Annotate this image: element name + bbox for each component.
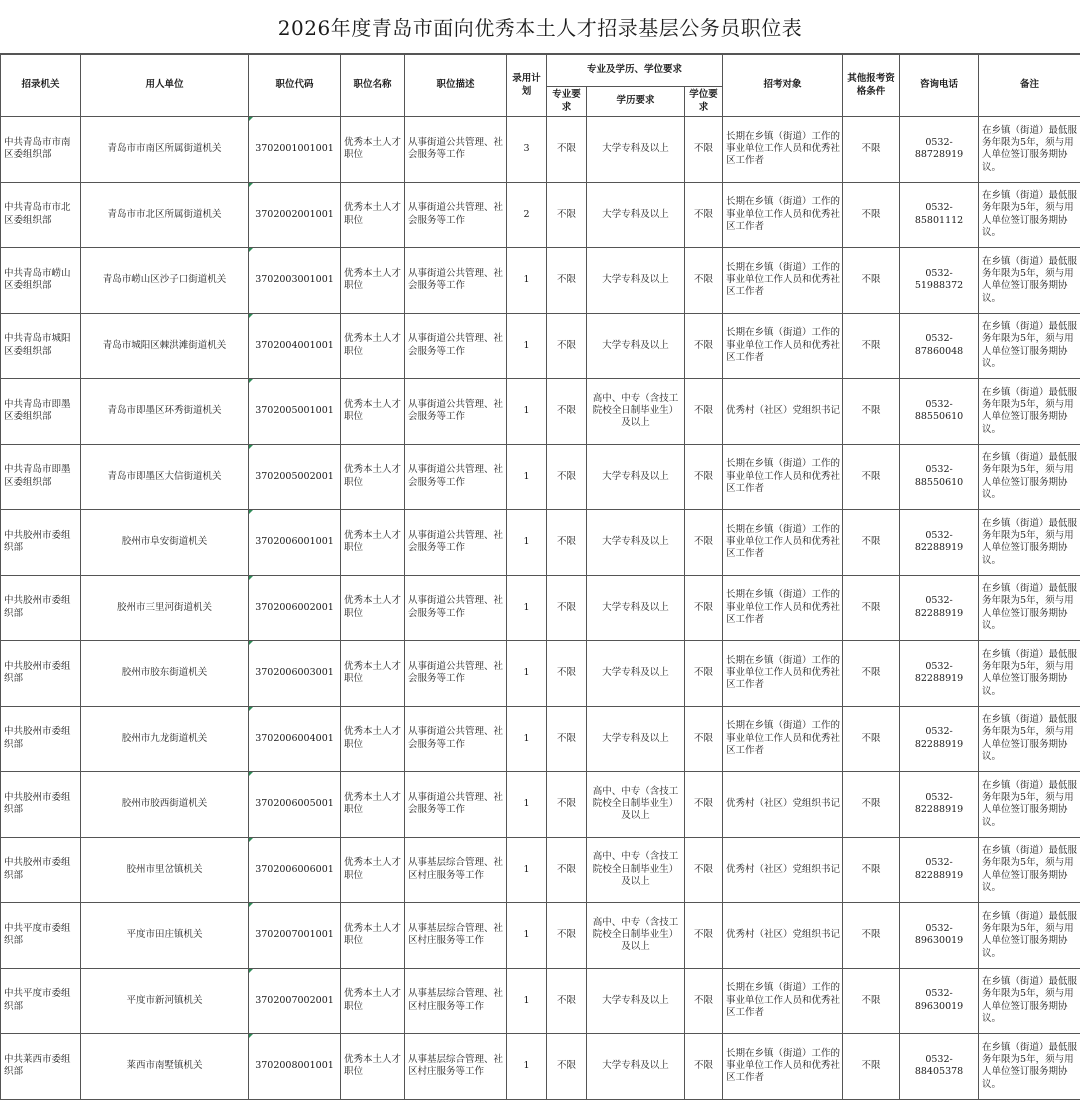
cell-position-code: 3702006001001 (249, 510, 341, 576)
cell-phone: 0532-89630019 (900, 903, 979, 969)
cell-degree: 不限 (685, 1034, 723, 1100)
cell-quota: 2 (507, 182, 547, 248)
cell-major: 不限 (547, 182, 587, 248)
cell-employer: 青岛市城阳区棘洪滩街道机关 (81, 313, 249, 379)
table-row (1, 379, 1080, 445)
cell-position-name: 优秀本土人才职位 (341, 641, 405, 707)
cell-phone: 0532-82288919 (900, 510, 979, 576)
cell-position-name: 优秀本土人才职位 (341, 510, 405, 576)
cell-remark: 在乡镇（街道）最低服务年限为5年，须与用人单位签订服务期协议。 (979, 117, 1080, 183)
cell-other: 不限 (843, 1034, 900, 1100)
cell-target: 长期在乡镇（街道）工作的事业单位工作人员和优秀社区工作者 (723, 444, 843, 510)
table-row (1, 903, 1080, 969)
cell-education: 大学专科及以上 (587, 575, 685, 641)
cell-position-code: 3702005001001 (249, 379, 341, 445)
cell-employer: 胶州市三里河街道机关 (81, 575, 249, 641)
cell-quota: 1 (507, 837, 547, 903)
cell-employer: 胶州市胶西街道机关 (81, 772, 249, 838)
cell-other: 不限 (843, 968, 900, 1034)
cell-quota: 1 (507, 772, 547, 838)
cell-other: 不限 (843, 772, 900, 838)
cell-employer: 胶州市里岔镇机关 (81, 837, 249, 903)
cell-other: 不限 (843, 444, 900, 510)
cell-phone: 0532-82288919 (900, 706, 979, 772)
cell-other: 不限 (843, 379, 900, 445)
cell-agency: 中共青岛市即墨区委组织部 (1, 379, 81, 445)
cell-employer: 胶州市阜安街道机关 (81, 510, 249, 576)
cell-education: 大学专科及以上 (587, 182, 685, 248)
cell-target: 长期在乡镇（街道）工作的事业单位工作人员和优秀社区工作者 (723, 510, 843, 576)
header-other: 其他报考资格条件 (843, 55, 900, 117)
cell-position-code: 3702008001001 (249, 1034, 341, 1100)
cell-phone: 0532-82288919 (900, 641, 979, 707)
header-phone: 咨询电话 (900, 55, 979, 117)
cell-quota: 1 (507, 313, 547, 379)
cell-agency: 中共青岛市即墨区委组织部 (1, 444, 81, 510)
cell-target: 长期在乡镇（街道）工作的事业单位工作人员和优秀社区工作者 (723, 182, 843, 248)
table-row (1, 706, 1080, 772)
cell-phone: 0532-88728919 (900, 117, 979, 183)
header-code: 职位代码 (249, 55, 341, 117)
cell-degree: 不限 (685, 379, 723, 445)
cell-position-code: 3702004001001 (249, 313, 341, 379)
cell-quota: 1 (507, 444, 547, 510)
cell-quota: 1 (507, 248, 547, 314)
cell-position-name: 优秀本土人才职位 (341, 903, 405, 969)
cell-agency: 中共胶州市委组织部 (1, 772, 81, 838)
cell-agency: 中共莱西市委组织部 (1, 1034, 81, 1100)
cell-degree: 不限 (685, 444, 723, 510)
cell-remark: 在乡镇（街道）最低服务年限为5年，须与用人单位签订服务期协议。 (979, 706, 1080, 772)
cell-phone: 0532-89630019 (900, 968, 979, 1034)
cell-employer: 青岛市即墨区大信街道机关 (81, 444, 249, 510)
cell-major: 不限 (547, 313, 587, 379)
cell-remark: 在乡镇（街道）最低服务年限为5年，须与用人单位签订服务期协议。 (979, 641, 1080, 707)
cell-target: 长期在乡镇（街道）工作的事业单位工作人员和优秀社区工作者 (723, 641, 843, 707)
cell-target: 长期在乡镇（街道）工作的事业单位工作人员和优秀社区工作者 (723, 248, 843, 314)
cell-quota: 1 (507, 379, 547, 445)
cell-agency: 中共青岛市市南区委组织部 (1, 117, 81, 183)
cell-description: 从事街道公共管理、社会服务等工作 (405, 510, 507, 576)
cell-target: 长期在乡镇（街道）工作的事业单位工作人员和优秀社区工作者 (723, 117, 843, 183)
cell-major: 不限 (547, 117, 587, 183)
cell-position-name: 优秀本土人才职位 (341, 444, 405, 510)
cell-employer: 莱西市南墅镇机关 (81, 1034, 249, 1100)
cell-target: 长期在乡镇（街道）工作的事业单位工作人员和优秀社区工作者 (723, 1034, 843, 1100)
cell-phone: 0532-88405378 (900, 1034, 979, 1100)
cell-degree: 不限 (685, 575, 723, 641)
cell-phone: 0532-87860048 (900, 313, 979, 379)
header-employer: 用人单位 (81, 55, 249, 117)
cell-description: 从事街道公共管理、社会服务等工作 (405, 248, 507, 314)
cell-position-name: 优秀本土人才职位 (341, 575, 405, 641)
cell-description: 从事基层综合管理、社区村庄服务等工作 (405, 837, 507, 903)
cell-major: 不限 (547, 1034, 587, 1100)
cell-position-name: 优秀本土人才职位 (341, 837, 405, 903)
cell-employer: 胶州市九龙街道机关 (81, 706, 249, 772)
cell-major: 不限 (547, 444, 587, 510)
cell-other: 不限 (843, 903, 900, 969)
cell-agency: 中共平度市委组织部 (1, 968, 81, 1034)
cell-employer: 平度市新河镇机关 (81, 968, 249, 1034)
cell-phone: 0532-88550610 (900, 379, 979, 445)
cell-employer: 青岛市市北区所属街道机关 (81, 182, 249, 248)
header-description: 职位描述 (405, 55, 507, 117)
cell-degree: 不限 (685, 968, 723, 1034)
cell-description: 从事街道公共管理、社会服务等工作 (405, 772, 507, 838)
cell-major: 不限 (547, 837, 587, 903)
cell-position-code: 3702006002001 (249, 575, 341, 641)
table-row (1, 575, 1080, 641)
table-row (1, 510, 1080, 576)
cell-other: 不限 (843, 706, 900, 772)
cell-description: 从事基层综合管理、社区村庄服务等工作 (405, 968, 507, 1034)
cell-position-name: 优秀本土人才职位 (341, 706, 405, 772)
table-row (1, 837, 1080, 903)
cell-employer: 胶州市胶东街道机关 (81, 641, 249, 707)
cell-other: 不限 (843, 182, 900, 248)
cell-target: 长期在乡镇（街道）工作的事业单位工作人员和优秀社区工作者 (723, 313, 843, 379)
cell-remark: 在乡镇（街道）最低服务年限为5年，须与用人单位签订服务期协议。 (979, 379, 1080, 445)
cell-other: 不限 (843, 510, 900, 576)
cell-remark: 在乡镇（街道）最低服务年限为5年，须与用人单位签订服务期协议。 (979, 313, 1080, 379)
cell-major: 不限 (547, 772, 587, 838)
cell-target: 长期在乡镇（街道）工作的事业单位工作人员和优秀社区工作者 (723, 575, 843, 641)
cell-position-name: 优秀本土人才职位 (341, 968, 405, 1034)
header-major: 专业要求 (547, 87, 587, 117)
cell-target: 长期在乡镇（街道）工作的事业单位工作人员和优秀社区工作者 (723, 706, 843, 772)
cell-major: 不限 (547, 706, 587, 772)
cell-position-name: 优秀本土人才职位 (341, 379, 405, 445)
cell-other: 不限 (843, 313, 900, 379)
cell-quota: 1 (507, 510, 547, 576)
cell-other: 不限 (843, 248, 900, 314)
header-degree: 学位要求 (685, 87, 723, 117)
cell-other: 不限 (843, 641, 900, 707)
cell-degree: 不限 (685, 248, 723, 314)
cell-agency: 中共胶州市委组织部 (1, 706, 81, 772)
cell-remark: 在乡镇（街道）最低服务年限为5年，须与用人单位签订服务期协议。 (979, 903, 1080, 969)
cell-remark: 在乡镇（街道）最低服务年限为5年，须与用人单位签订服务期协议。 (979, 837, 1080, 903)
cell-position-code: 3702006006001 (249, 837, 341, 903)
cell-major: 不限 (547, 575, 587, 641)
cell-education: 大学专科及以上 (587, 248, 685, 314)
cell-remark: 在乡镇（街道）最低服务年限为5年，须与用人单位签订服务期协议。 (979, 772, 1080, 838)
table-row (1, 968, 1080, 1034)
cell-education: 大学专科及以上 (587, 706, 685, 772)
cell-agency: 中共胶州市委组织部 (1, 837, 81, 903)
cell-position-code: 3702001001001 (249, 117, 341, 183)
cell-description: 从事街道公共管理、社会服务等工作 (405, 182, 507, 248)
cell-phone: 0532-82288919 (900, 772, 979, 838)
cell-education: 大学专科及以上 (587, 444, 685, 510)
cell-major: 不限 (547, 641, 587, 707)
cell-agency: 中共平度市委组织部 (1, 903, 81, 969)
cell-phone: 0532-88550610 (900, 444, 979, 510)
cell-remark: 在乡镇（街道）最低服务年限为5年，须与用人单位签订服务期协议。 (979, 248, 1080, 314)
cell-education: 高中、中专（含技工院校全日制毕业生）及以上 (587, 903, 685, 969)
cell-position-code: 3702002001001 (249, 182, 341, 248)
cell-phone: 0532-85801112 (900, 182, 979, 248)
header-education: 学历要求 (587, 87, 685, 117)
header-remark: 备注 (979, 55, 1080, 117)
cell-employer: 平度市田庄镇机关 (81, 903, 249, 969)
cell-agency: 中共青岛市城阳区委组织部 (1, 313, 81, 379)
cell-degree: 不限 (685, 772, 723, 838)
cell-phone: 0532-82288919 (900, 837, 979, 903)
cell-position-code: 3702007001001 (249, 903, 341, 969)
cell-education: 高中、中专（含技工院校全日制毕业生）及以上 (587, 837, 685, 903)
cell-position-code: 3702003001001 (249, 248, 341, 314)
cell-remark: 在乡镇（街道）最低服务年限为5年，须与用人单位签订服务期协议。 (979, 510, 1080, 576)
header-target: 招考对象 (723, 55, 843, 117)
cell-employer: 青岛市即墨区环秀街道机关 (81, 379, 249, 445)
cell-education: 大学专科及以上 (587, 1034, 685, 1100)
cell-remark: 在乡镇（街道）最低服务年限为5年，须与用人单位签订服务期协议。 (979, 575, 1080, 641)
cell-remark: 在乡镇（街道）最低服务年限为5年，须与用人单位签订服务期协议。 (979, 182, 1080, 248)
cell-education: 大学专科及以上 (587, 313, 685, 379)
header-position: 职位名称 (341, 55, 405, 117)
cell-description: 从事街道公共管理、社会服务等工作 (405, 379, 507, 445)
cell-quota: 1 (507, 575, 547, 641)
cell-description: 从事街道公共管理、社会服务等工作 (405, 444, 507, 510)
cell-major: 不限 (547, 968, 587, 1034)
header-requirements-group: 专业及学历、学位要求 (547, 55, 723, 87)
cell-quota: 1 (507, 641, 547, 707)
cell-degree: 不限 (685, 641, 723, 707)
cell-position-name: 优秀本土人才职位 (341, 182, 405, 248)
header-quota: 录用计划 (507, 55, 547, 117)
cell-quota: 3 (507, 117, 547, 183)
cell-employer: 青岛市崂山区沙子口街道机关 (81, 248, 249, 314)
cell-degree: 不限 (685, 903, 723, 969)
cell-description: 从事街道公共管理、社会服务等工作 (405, 641, 507, 707)
cell-education: 大学专科及以上 (587, 641, 685, 707)
cell-remark: 在乡镇（街道）最低服务年限为5年，须与用人单位签订服务期协议。 (979, 444, 1080, 510)
cell-position-name: 优秀本土人才职位 (341, 1034, 405, 1100)
cell-description: 从事街道公共管理、社会服务等工作 (405, 117, 507, 183)
page-title: 2026年度青岛市面向优秀本土人才招录基层公务员职位表 (0, 0, 1080, 54)
cell-major: 不限 (547, 510, 587, 576)
positions-table (0, 54, 1080, 1100)
cell-quota: 1 (507, 968, 547, 1034)
cell-description: 从事街道公共管理、社会服务等工作 (405, 575, 507, 641)
cell-target: 优秀村（社区）党组织书记 (723, 903, 843, 969)
cell-agency: 中共胶州市委组织部 (1, 510, 81, 576)
cell-quota: 1 (507, 706, 547, 772)
table-row (1, 117, 1080, 183)
cell-description: 从事街道公共管理、社会服务等工作 (405, 313, 507, 379)
cell-target: 优秀村（社区）党组织书记 (723, 772, 843, 838)
cell-position-code: 3702006003001 (249, 641, 341, 707)
cell-education: 高中、中专（含技工院校全日制毕业生）及以上 (587, 379, 685, 445)
cell-target: 优秀村（社区）党组织书记 (723, 837, 843, 903)
cell-agency: 中共青岛市市北区委组织部 (1, 182, 81, 248)
cell-description: 从事基层综合管理、社区村庄服务等工作 (405, 903, 507, 969)
cell-major: 不限 (547, 903, 587, 969)
cell-degree: 不限 (685, 837, 723, 903)
table-row (1, 1034, 1080, 1100)
table-row (1, 313, 1080, 379)
cell-degree: 不限 (685, 706, 723, 772)
cell-agency: 中共胶州市委组织部 (1, 641, 81, 707)
cell-other: 不限 (843, 117, 900, 183)
cell-position-code: 3702006004001 (249, 706, 341, 772)
cell-position-name: 优秀本土人才职位 (341, 248, 405, 314)
cell-position-code: 3702006005001 (249, 772, 341, 838)
cell-other: 不限 (843, 837, 900, 903)
header-agency: 招录机关 (1, 55, 81, 117)
cell-position-code: 3702007002001 (249, 968, 341, 1034)
cell-education: 大学专科及以上 (587, 968, 685, 1034)
cell-position-code: 3702005002001 (249, 444, 341, 510)
cell-education: 高中、中专（含技工院校全日制毕业生）及以上 (587, 772, 685, 838)
cell-phone: 0532-51988372 (900, 248, 979, 314)
cell-remark: 在乡镇（街道）最低服务年限为5年，须与用人单位签订服务期协议。 (979, 968, 1080, 1034)
cell-description: 从事街道公共管理、社会服务等工作 (405, 706, 507, 772)
cell-degree: 不限 (685, 313, 723, 379)
cell-degree: 不限 (685, 117, 723, 183)
table-row (1, 444, 1080, 510)
cell-agency: 中共青岛市崂山区委组织部 (1, 248, 81, 314)
cell-description: 从事基层综合管理、社区村庄服务等工作 (405, 1034, 507, 1100)
cell-target: 优秀村（社区）党组织书记 (723, 379, 843, 445)
cell-remark: 在乡镇（街道）最低服务年限为5年，须与用人单位签订服务期协议。 (979, 1034, 1080, 1100)
cell-degree: 不限 (685, 510, 723, 576)
table-body (1, 117, 1080, 1100)
cell-position-name: 优秀本土人才职位 (341, 313, 405, 379)
cell-other: 不限 (843, 575, 900, 641)
cell-position-name: 优秀本土人才职位 (341, 772, 405, 838)
cell-position-name: 优秀本土人才职位 (341, 117, 405, 183)
cell-degree: 不限 (685, 182, 723, 248)
table-row (1, 641, 1080, 707)
cell-education: 大学专科及以上 (587, 510, 685, 576)
table-row (1, 772, 1080, 838)
cell-education: 大学专科及以上 (587, 117, 685, 183)
cell-major: 不限 (547, 379, 587, 445)
table-row (1, 182, 1080, 248)
cell-phone: 0532-82288919 (900, 575, 979, 641)
cell-employer: 青岛市市南区所属街道机关 (81, 117, 249, 183)
cell-quota: 1 (507, 903, 547, 969)
cell-target: 长期在乡镇（街道）工作的事业单位工作人员和优秀社区工作者 (723, 968, 843, 1034)
cell-quota: 1 (507, 1034, 547, 1100)
cell-major: 不限 (547, 248, 587, 314)
cell-agency: 中共胶州市委组织部 (1, 575, 81, 641)
table-row (1, 248, 1080, 314)
